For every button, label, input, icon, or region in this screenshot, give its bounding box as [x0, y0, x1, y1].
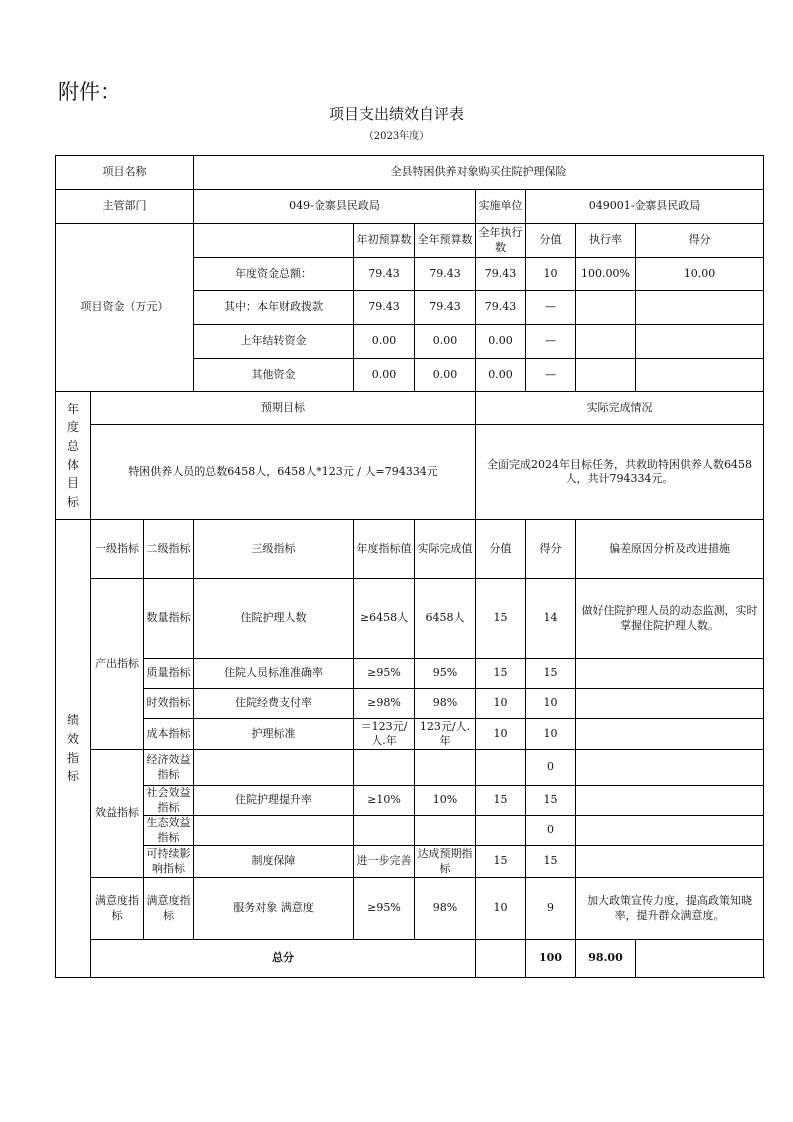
- indicator-level3: 住院护理提升率: [194, 786, 354, 816]
- indicator-score: 0: [526, 816, 576, 846]
- header-level3: 三级指标: [194, 520, 354, 579]
- indicator-note: [576, 689, 764, 719]
- header-weight: 分值: [476, 520, 526, 579]
- header-actual: 实际完成值: [415, 520, 476, 579]
- funds-row-label: 上年结转资金: [194, 325, 354, 359]
- indicator-score: 10: [526, 689, 576, 719]
- funds-annual: 0.00: [415, 359, 476, 392]
- indicator-score: 0: [526, 750, 576, 786]
- indicator-level2: 时效指标: [144, 689, 194, 719]
- indicator-target: [354, 750, 415, 786]
- header-note: 偏差原因分析及改进措施: [576, 520, 764, 579]
- indicator-weight: 10: [476, 689, 526, 719]
- indicator-weight: 10: [476, 719, 526, 750]
- goals-actual-header: 实际完成情况: [476, 392, 764, 425]
- funds-header-initial: 年初预算数: [354, 224, 415, 258]
- funds-annual: 0.00: [415, 325, 476, 359]
- funds-score: [636, 359, 764, 392]
- page-title: 项目支出绩效自评表: [328, 105, 464, 123]
- indicator-level3: [194, 750, 354, 786]
- funds-annual: 79.43: [415, 291, 476, 325]
- department-label: 主管部门: [56, 190, 194, 224]
- output-indicator-label: 产出指标: [91, 579, 144, 750]
- funds-initial: 79.43: [354, 291, 415, 325]
- funds-weight: 10: [526, 258, 576, 291]
- goals-label: 年度总体目标: [56, 392, 91, 520]
- funds-initial: 0.00: [354, 325, 415, 359]
- evaluation-table: [55, 155, 764, 978]
- indicator-weight: 15: [476, 846, 526, 878]
- indicator-level2: 成本指标: [144, 719, 194, 750]
- indicator-actual: 98%: [415, 878, 476, 940]
- indicator-row: [56, 719, 764, 750]
- funds-header-score: 得分: [636, 224, 764, 258]
- indicator-level2: 可持续影响指标: [144, 846, 194, 878]
- total-score: 98.00: [576, 940, 636, 978]
- total-weight: 100: [526, 940, 576, 978]
- indicator-row: [56, 816, 764, 846]
- indicator-note: [576, 659, 764, 689]
- indicator-level3: 护理标准: [194, 719, 354, 750]
- indicator-note: [576, 786, 764, 816]
- indicator-weight: 15: [476, 786, 526, 816]
- funds-initial: 0.00: [354, 359, 415, 392]
- indicator-target: 进一步完善: [354, 846, 415, 878]
- indicator-weight: [476, 816, 526, 846]
- indicator-actual: 123元/人.年: [415, 719, 476, 750]
- indicator-score: 9: [526, 878, 576, 940]
- funds-row-label: 其他资金: [194, 359, 354, 392]
- department-row: [56, 190, 764, 224]
- indicator-target: ≥95%: [354, 878, 415, 940]
- indicator-row: [56, 786, 764, 816]
- indicator-row: [56, 659, 764, 689]
- implementing-unit-value: 049001-金寨县民政局: [526, 190, 764, 224]
- benefit-indicator-label: 效益指标: [91, 750, 144, 878]
- indicator-score: 14: [526, 579, 576, 659]
- year-subtitle: （2023年度）: [363, 131, 430, 142]
- funds-row-label: 年度资金总额：: [194, 258, 354, 291]
- funds-header-annual: 全年预算数: [415, 224, 476, 258]
- indicator-row: [56, 846, 764, 878]
- indicator-target: ≥98%: [354, 689, 415, 719]
- indicator-target: ≥10%: [354, 786, 415, 816]
- implementing-unit-label: 实施单位: [476, 190, 526, 224]
- header-score: 得分: [526, 520, 576, 579]
- indicators-label: 绩效指标: [56, 520, 91, 978]
- project-name-value: 全县特困供养对象购买住院护理保险: [194, 156, 764, 190]
- indicator-weight: [476, 750, 526, 786]
- total-row: [56, 940, 764, 978]
- goals-actual: 全面完成2024年目标任务，共救助特困供养人数6458人，共计794334元。: [476, 425, 764, 520]
- total-blank: [476, 940, 526, 978]
- indicator-level2: 社会效益指标: [144, 786, 194, 816]
- indicator-score: 15: [526, 786, 576, 816]
- indicator-level2: 生态效益指标: [144, 816, 194, 846]
- indicator-actual: 10%: [415, 786, 476, 816]
- funds-weight: —: [526, 359, 576, 392]
- indicator-note: [576, 816, 764, 846]
- funds-rate: [576, 291, 636, 325]
- funds-label: 项目资金（万元）: [56, 224, 194, 392]
- indicator-weight: 15: [476, 579, 526, 659]
- indicator-note: 做好住院护理人员的动态监测，实时掌握住院护理人数。: [576, 579, 764, 659]
- indicator-row: [56, 579, 764, 659]
- indicator-target: [354, 816, 415, 846]
- indicator-note: [576, 719, 764, 750]
- header-level1: 一级指标: [91, 520, 144, 579]
- funds-blank-header: [194, 224, 354, 258]
- goals-header-row: [56, 392, 764, 425]
- indicator-level2: 质量指标: [144, 659, 194, 689]
- indicator-note: [576, 846, 764, 878]
- funds-rate: [576, 325, 636, 359]
- indicator-actual: [415, 816, 476, 846]
- funds-rate: 100.00%: [576, 258, 636, 291]
- attachment-label: 附件：: [58, 80, 121, 104]
- funds-executed: 79.43: [476, 258, 526, 291]
- indicator-note: 加大政策宣传力度，提高政策知晓率，提升群众满意度。: [576, 878, 764, 940]
- indicator-score: 15: [526, 846, 576, 878]
- funds-executed: 0.00: [476, 359, 526, 392]
- indicator-level3: 制度保障: [194, 846, 354, 878]
- indicator-weight: 10: [476, 878, 526, 940]
- indicator-level3: 服务对象 满意度: [194, 878, 354, 940]
- funds-executed: 0.00: [476, 325, 526, 359]
- funds-score: [636, 291, 764, 325]
- indicator-weight: 15: [476, 659, 526, 689]
- funds-score: 10.00: [636, 258, 764, 291]
- indicator-actual: 98%: [415, 689, 476, 719]
- goals-content-row: [56, 425, 764, 520]
- indicator-level2: 满意度指标: [144, 878, 194, 940]
- header-target: 年度指标值: [354, 520, 415, 579]
- indicator-target: ≥6458人: [354, 579, 415, 659]
- funds-header-row: [56, 224, 764, 258]
- indicator-level3: 住院护理人数: [194, 579, 354, 659]
- indicator-level3: 住院经费支付率: [194, 689, 354, 719]
- funds-initial: 79.43: [354, 258, 415, 291]
- funds-annual: 79.43: [415, 258, 476, 291]
- indicator-row: [56, 750, 764, 786]
- total-label: 总分: [91, 940, 476, 978]
- indicator-row: [56, 689, 764, 719]
- funds-row-label: 其中：本年财政拨款: [194, 291, 354, 325]
- indicator-actual: [415, 750, 476, 786]
- indicator-actual: 95%: [415, 659, 476, 689]
- indicator-score: 15: [526, 659, 576, 689]
- funds-rate: [576, 359, 636, 392]
- goals-expected-header: 预期目标: [91, 392, 476, 425]
- funds-score: [636, 325, 764, 359]
- total-note: [636, 940, 764, 978]
- satisfaction-indicator-label: 满意度指标: [91, 878, 144, 940]
- indicator-level2: 经济效益指标: [144, 750, 194, 786]
- funds-header-weight: 分值: [526, 224, 576, 258]
- indicator-score: 10: [526, 719, 576, 750]
- indicator-target: ≥95%: [354, 659, 415, 689]
- indicator-row: [56, 878, 764, 940]
- indicator-level3: 住院人员标准准确率: [194, 659, 354, 689]
- funds-weight: —: [526, 291, 576, 325]
- indicator-actual: 达成预期指标: [415, 846, 476, 878]
- department-value: 049-金寨县民政局: [194, 190, 476, 224]
- indicator-level3: [194, 816, 354, 846]
- project-name-row: [56, 156, 764, 190]
- indicators-header-row: [56, 520, 764, 579]
- header-level2: 二级指标: [144, 520, 194, 579]
- indicator-level2: 数量指标: [144, 579, 194, 659]
- funds-header-rate: 执行率: [576, 224, 636, 258]
- project-name-label: 项目名称: [56, 156, 194, 190]
- indicator-target: ＝123元/人.年: [354, 719, 415, 750]
- funds-weight: —: [526, 325, 576, 359]
- funds-executed: 79.43: [476, 291, 526, 325]
- indicator-actual: 6458人: [415, 579, 476, 659]
- goals-expected: 特困供养人员的总数6458人，6458人*123元 / 人=794334元: [91, 425, 476, 520]
- indicator-note: [576, 750, 764, 786]
- funds-header-executed: 全年执行数: [476, 224, 526, 258]
